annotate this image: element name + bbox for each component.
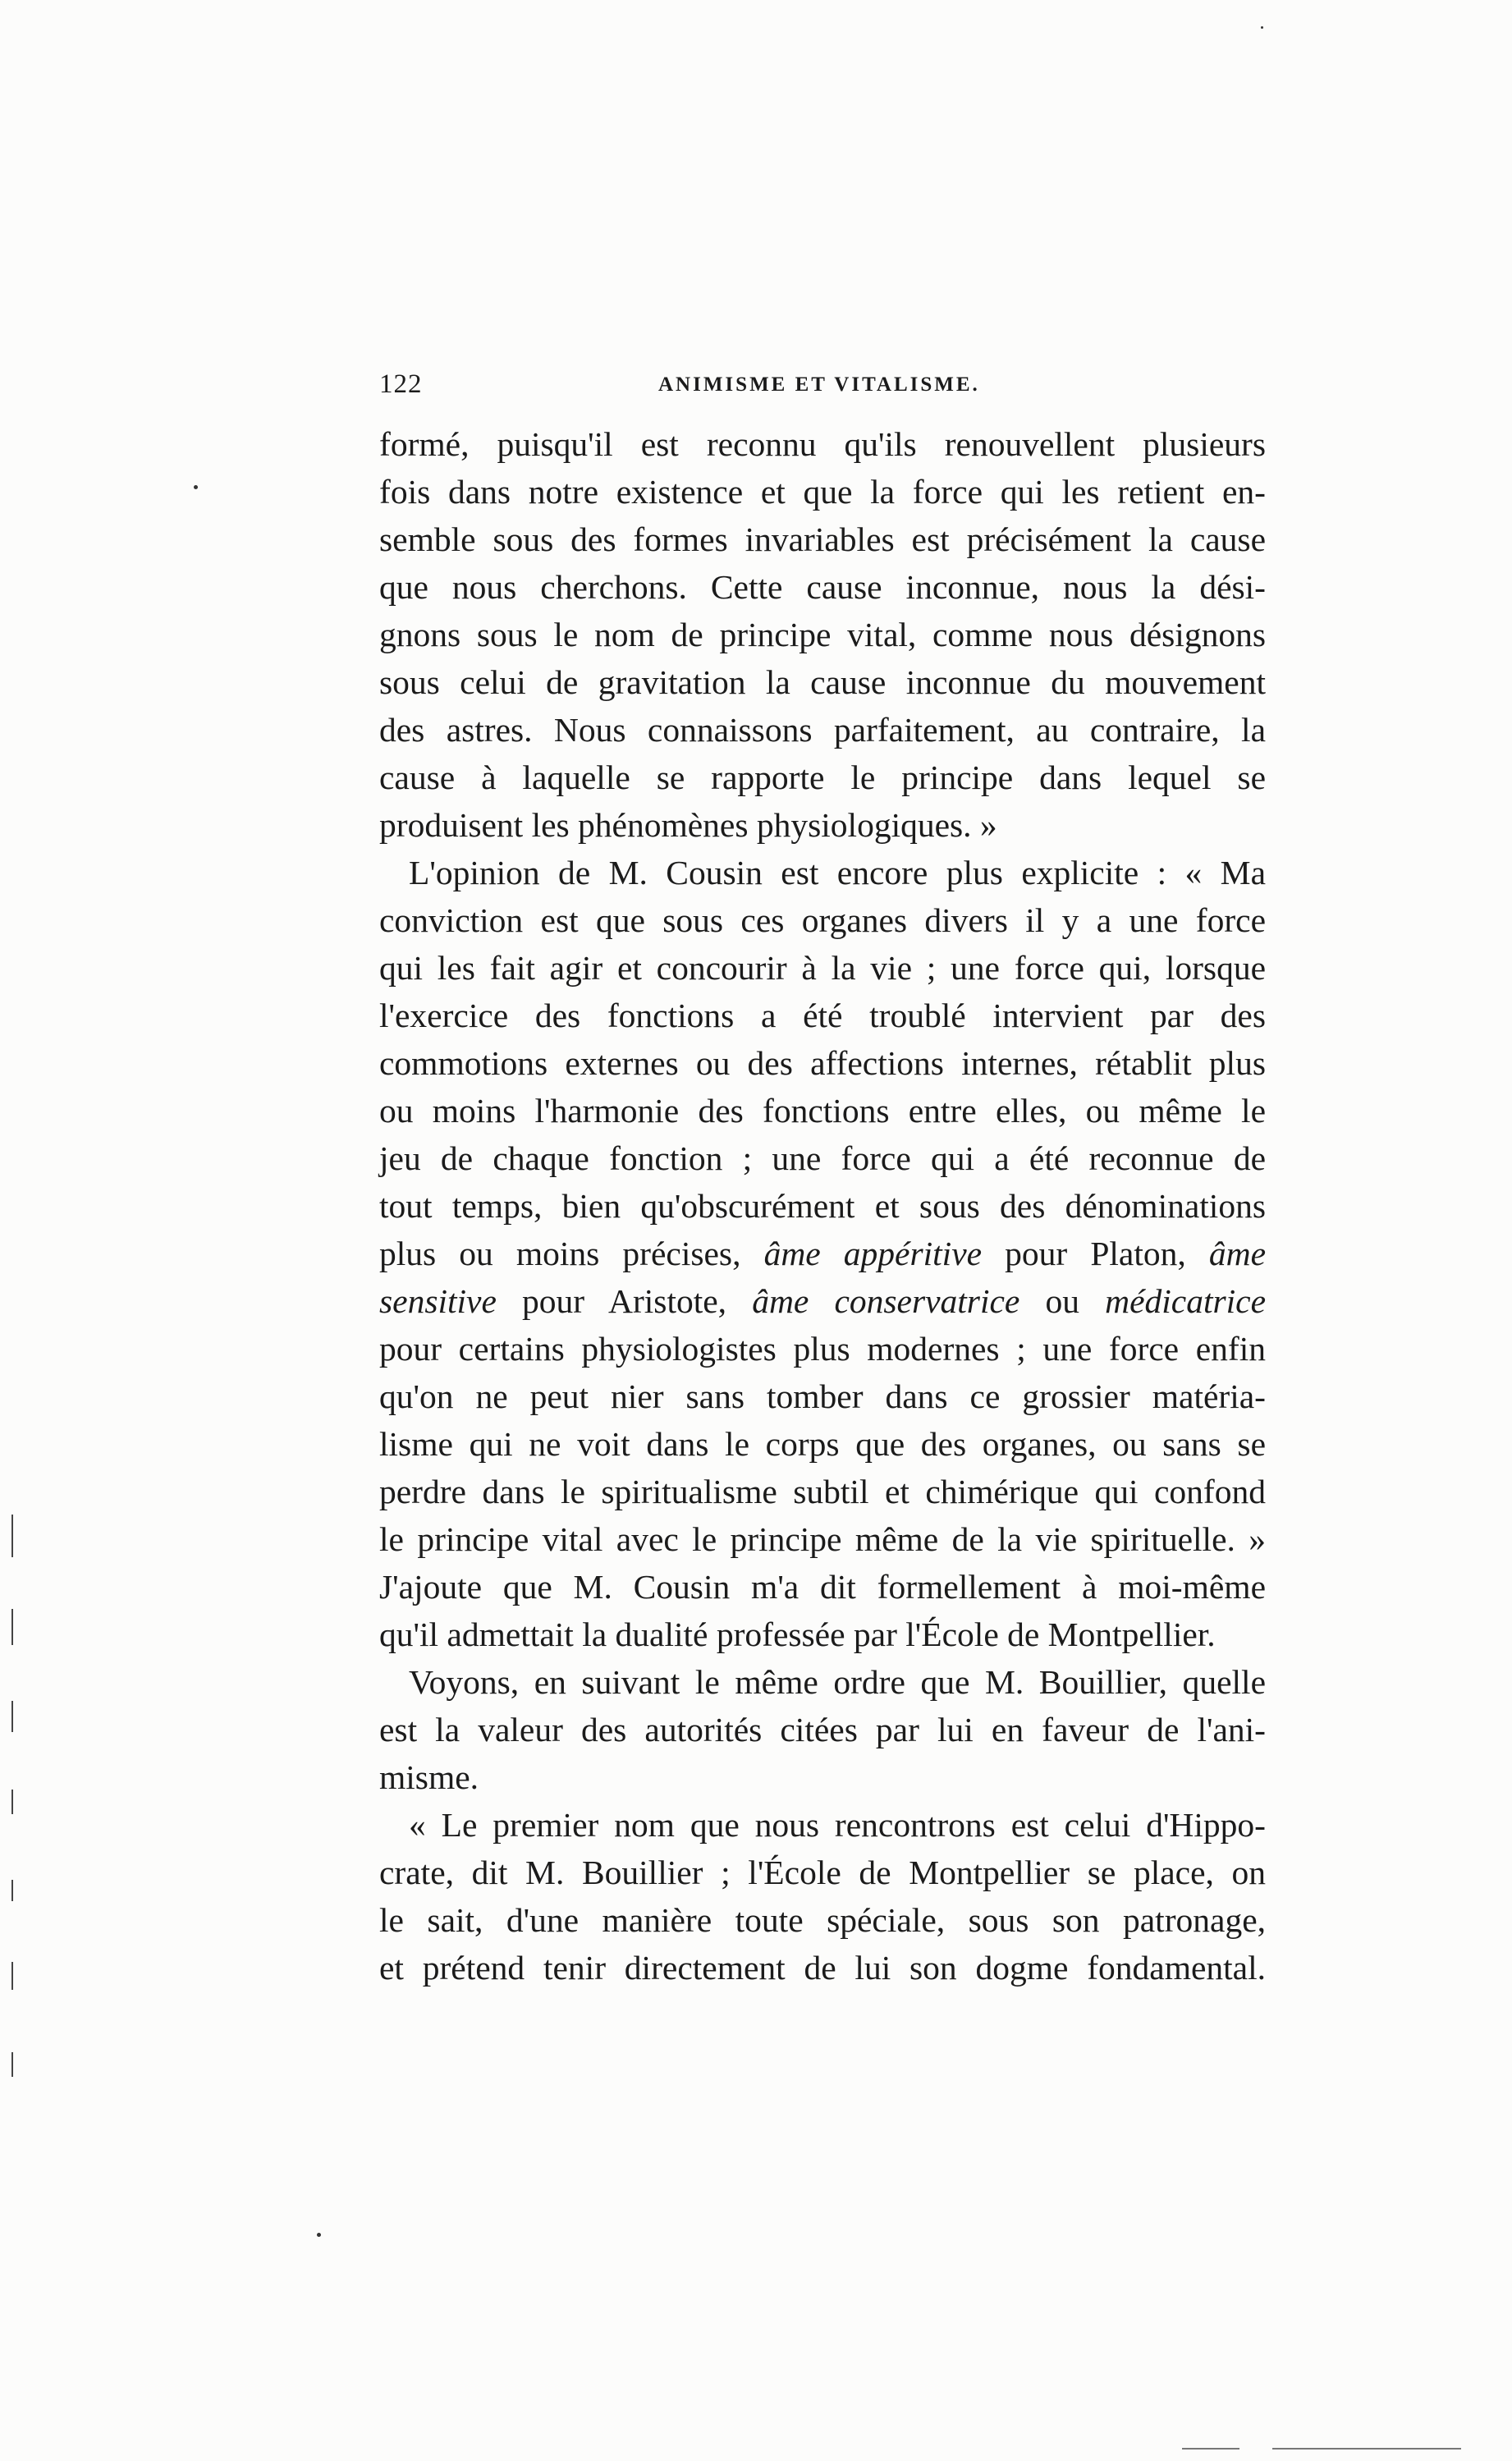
text-line: [379, 1801, 1266, 1849]
running-title: ANIMISME ET VITALISME.: [658, 374, 980, 396]
text-segment: que nous cherchons. Cette cause inconnue, nous la dési-: [379, 568, 1266, 606]
italic-phrase: médicatrice: [1105, 1282, 1266, 1320]
text-segment: est la valeur des autorités citées par lui en faveur de l'ani-: [379, 1711, 1266, 1748]
text-segment: commotions externes ou des affections internes, rétablit plus: [379, 1044, 1266, 1082]
text-segment: sous celui de gravitation la cause inconnue du mouvement: [379, 663, 1266, 701]
text-segment: crate, dit M. Bouillier ; l'École de Montpellier se place, on: [379, 1854, 1266, 1891]
text-line: [379, 849, 1266, 896]
margin-scan-mark: [11, 1880, 13, 1901]
scan-edge-rule: [1272, 2448, 1461, 2450]
text-segment: ou: [1019, 1282, 1106, 1320]
text-segment: tout temps, bien qu'obscurément et sous des dénominations: [379, 1187, 1266, 1225]
text-segment: qui les fait agir et concourir à la vie ; une force qui, lorsque: [379, 949, 1266, 987]
italic-phrase: âme: [1208, 1235, 1266, 1272]
text-line: [379, 992, 1266, 1039]
text-line: [379, 1753, 1266, 1801]
text-line: [379, 1563, 1266, 1611]
text-segment: pour Platon,: [982, 1235, 1209, 1272]
text-line: [379, 1515, 1266, 1563]
text-line: [379, 1039, 1266, 1087]
text-line: [379, 563, 1266, 611]
text-segment: le sait, d'une manière toute spéciale, sous son patronage,: [379, 1901, 1266, 1939]
text-segment: plus ou moins précises,: [379, 1235, 764, 1272]
text-line: [379, 1277, 1266, 1325]
italic-phrase: sensitive: [379, 1282, 497, 1320]
text-segment: cause à laquelle se rapporte le principe dans lequel se: [379, 758, 1266, 796]
text-segment: qu'on ne peut nier sans tomber dans ce grossier matéria-: [379, 1377, 1266, 1415]
margin-scan-mark: [11, 1701, 13, 1732]
text-line: [379, 1373, 1266, 1420]
text-line: [379, 1182, 1266, 1230]
text-line: [379, 706, 1266, 754]
text-line: [379, 1325, 1266, 1373]
text-line: [379, 1134, 1266, 1182]
text-segment: jeu de chaque fonction ; une force qui a été reconnue de: [379, 1139, 1266, 1177]
text-segment: ou moins l'harmonie des fonctions entre elles, ou même le: [379, 1092, 1266, 1130]
margin-scan-mark: [11, 1790, 13, 1814]
text-segment: le principe vital avec le principe même de la vie spirituelle. »: [379, 1520, 1266, 1558]
text-segment: Voyons, en suivant le même ordre que M. Bouillier, quelle: [409, 1663, 1266, 1701]
text-line: [379, 1896, 1266, 1944]
text-line: [379, 1706, 1266, 1753]
text-line: [379, 1658, 1266, 1706]
text-segment: formé, puisqu'il est reconnu qu'ils renouvellent plusieurs: [379, 425, 1266, 463]
text-line: [379, 1944, 1266, 1991]
text-line: [379, 420, 1266, 468]
margin-scan-mark: [11, 1962, 13, 1990]
text-segment: misme.: [379, 1758, 479, 1796]
text-segment: perdre dans le spiritualisme subtil et chimérique qui confond: [379, 1473, 1266, 1510]
text-segment: l'exercice des fonctions a été troublé intervient par des: [379, 997, 1266, 1034]
text-segment: « Le premier nom que nous rencontrons est celui d'Hippo-: [409, 1806, 1266, 1844]
text-line: [379, 1849, 1266, 1896]
text-line: [379, 468, 1266, 516]
text-segment: produisent les phénomènes physiologiques. »: [379, 806, 997, 844]
italic-phrase: âme appéritive: [763, 1235, 983, 1272]
margin-scan-mark: [11, 2052, 13, 2077]
text-line: [379, 1611, 1266, 1658]
text-line: [379, 1420, 1266, 1468]
text-segment: et prétend tenir directement de lui son dogme fondamental.: [379, 1949, 1266, 1987]
text-segment: gnons sous le nom de principe vital, comme nous désignons: [379, 616, 1266, 653]
text-line: [379, 801, 1266, 849]
text-line: [379, 1230, 1266, 1277]
text-segment: lisme qui ne voit dans le corps que des organes, ou sans se: [379, 1425, 1266, 1463]
text-segment: fois dans notre existence et que la force qui les retient en-: [379, 473, 1266, 511]
text-line: [379, 1087, 1266, 1134]
scan-edge-rule: [1182, 2448, 1239, 2450]
text-line: [379, 516, 1266, 563]
text-segment: des astres. Nous connaissons parfaitement, au contraire, la: [379, 711, 1266, 749]
text-segment: J'ajoute que M. Cousin m'a dit formellement à moi-même: [379, 1568, 1266, 1606]
text-segment: qu'il admettait la dualité professée par l'École de Montpellier.: [379, 1615, 1216, 1653]
text-segment: L'opinion de M. Cousin est encore plus explicite : « Ma: [409, 854, 1266, 891]
text-line: [379, 754, 1266, 801]
text-line: [379, 944, 1266, 992]
text-line: [379, 896, 1266, 944]
page-header: [379, 369, 1266, 410]
scan-speck: [317, 2233, 321, 2237]
text-segment: pour Aristote,: [496, 1282, 753, 1320]
margin-scan-mark: [11, 1609, 13, 1645]
text-segment: semble sous des formes invariables est précisément la cause: [379, 520, 1266, 558]
scan-speck: [194, 485, 198, 489]
text-segment: conviction est que sous ces organes divers il y a une force: [379, 901, 1266, 939]
margin-scan-mark: [11, 1515, 13, 1557]
italic-phrase: âme conservatrice: [752, 1282, 1020, 1320]
text-line: [379, 611, 1266, 658]
text-line: [379, 658, 1266, 706]
text-segment: pour certains physiologistes plus modernes ; une force enfin: [379, 1330, 1266, 1368]
body-text: [379, 420, 1266, 1991]
scan-speck: [1261, 26, 1263, 29]
text-line: [379, 1468, 1266, 1515]
page-number: 122: [379, 369, 423, 399]
